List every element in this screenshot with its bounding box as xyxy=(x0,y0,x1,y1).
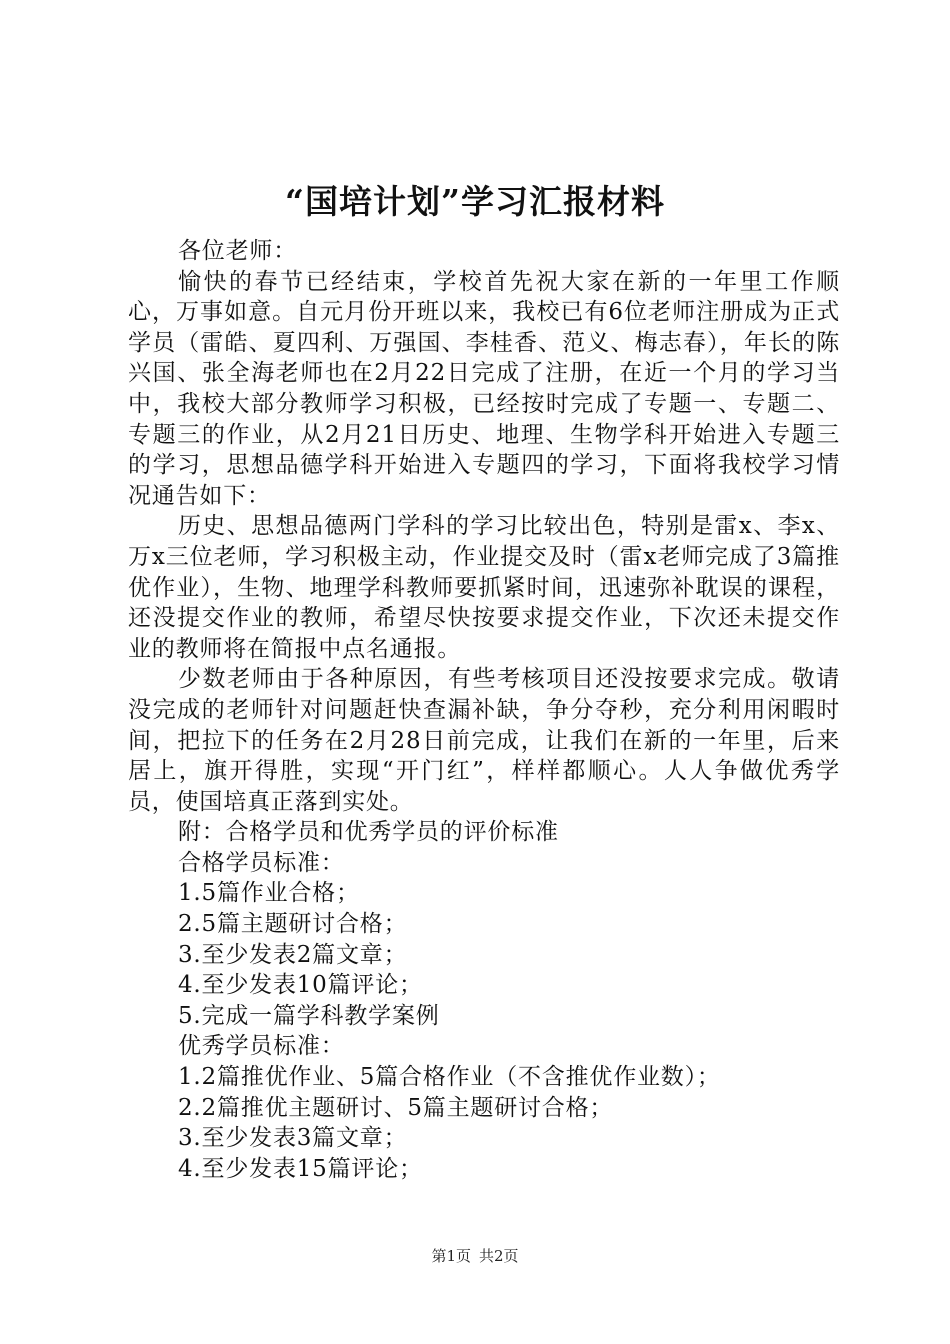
page-number: 第1页 xyxy=(431,1247,471,1265)
document-title: “国培计划”学习汇报材料 xyxy=(285,182,665,221)
excellent-heading: 优秀学员标准： xyxy=(178,1033,345,1060)
qualified-item: 1.5篇作业合格； xyxy=(178,880,360,907)
qualified-heading: 合格学员标准： xyxy=(178,849,345,876)
page-total: 共2页 xyxy=(479,1247,519,1265)
qualified-item: 2.5篇主题研讨合格； xyxy=(178,911,408,938)
page-footer xyxy=(0,1246,950,1266)
salutation: 各位老师： xyxy=(178,238,297,264)
qualified-item: 4.至少发表10篇评论； xyxy=(178,972,423,999)
appendix-title: 附：合格学员和优秀学员的评价标准 xyxy=(178,819,559,846)
excellent-item: 3.至少发表3篇文章； xyxy=(178,1125,408,1152)
qualified-item: 5.完成一篇学科教学案例 xyxy=(178,1002,440,1029)
excellent-item: 2.2篇推优主题研讨、5篇主题研讨合格； xyxy=(178,1094,614,1121)
paragraph-progress: 历史、思想品德两门学科的学习比较出色，特别是雷x、李x、万x三位老师，学习积极主动，作业提交及时（雷x老师完成了3篇推优作业），生物、地理学科教师要抓紧时间，迅速弥补耽误的课程，还没提交作业的教师，希望尽快按要求提交作业，下次还未提交作业的教师将在简报中点名通报。 xyxy=(128,513,840,662)
qualified-item: 3.至少发表2篇文章； xyxy=(178,941,408,968)
excellent-item: 4.至少发表15篇评论； xyxy=(178,1155,423,1182)
paragraph-reminder: 少数老师由于各种原因，有些考核项目还没按要求完成。敬请没完成的老师针对问题赶快查漏补缺，争分夺秒，充分利用闲暇时间，把拉下的任务在2月28日前完成，让我们在新的一年里，后来居上，旗开得胜，实现“开门红”，样样都顺心。人人争做优秀学员，使国培真正落到实处。 xyxy=(128,666,840,815)
document-body xyxy=(128,236,840,1184)
paragraph-intro: 愉快的春节已经结束，学校首先祝大家在新的一年里工作顺心，万事如意。自元月份开班以来，我校已有6位老师注册成为正式学员（雷皓、夏四利、万强国、李桂香、范义、梅志春），年长的陈兴国、张全海老师也在2月22日完成了注册，在近一个月的学习当中，我校大部分教师学习积极，已经按时完成了专题一、专题二、专题三的作业，从2月21日历史、地理、生物学科开始进入专题三的学习，思想品德学科开始进入专题四的学习，下面将我校学习情况通告如下： xyxy=(128,268,840,509)
excellent-item: 1.2篇推优作业、5篇合格作业（不含推优作业数）； xyxy=(178,1064,721,1091)
